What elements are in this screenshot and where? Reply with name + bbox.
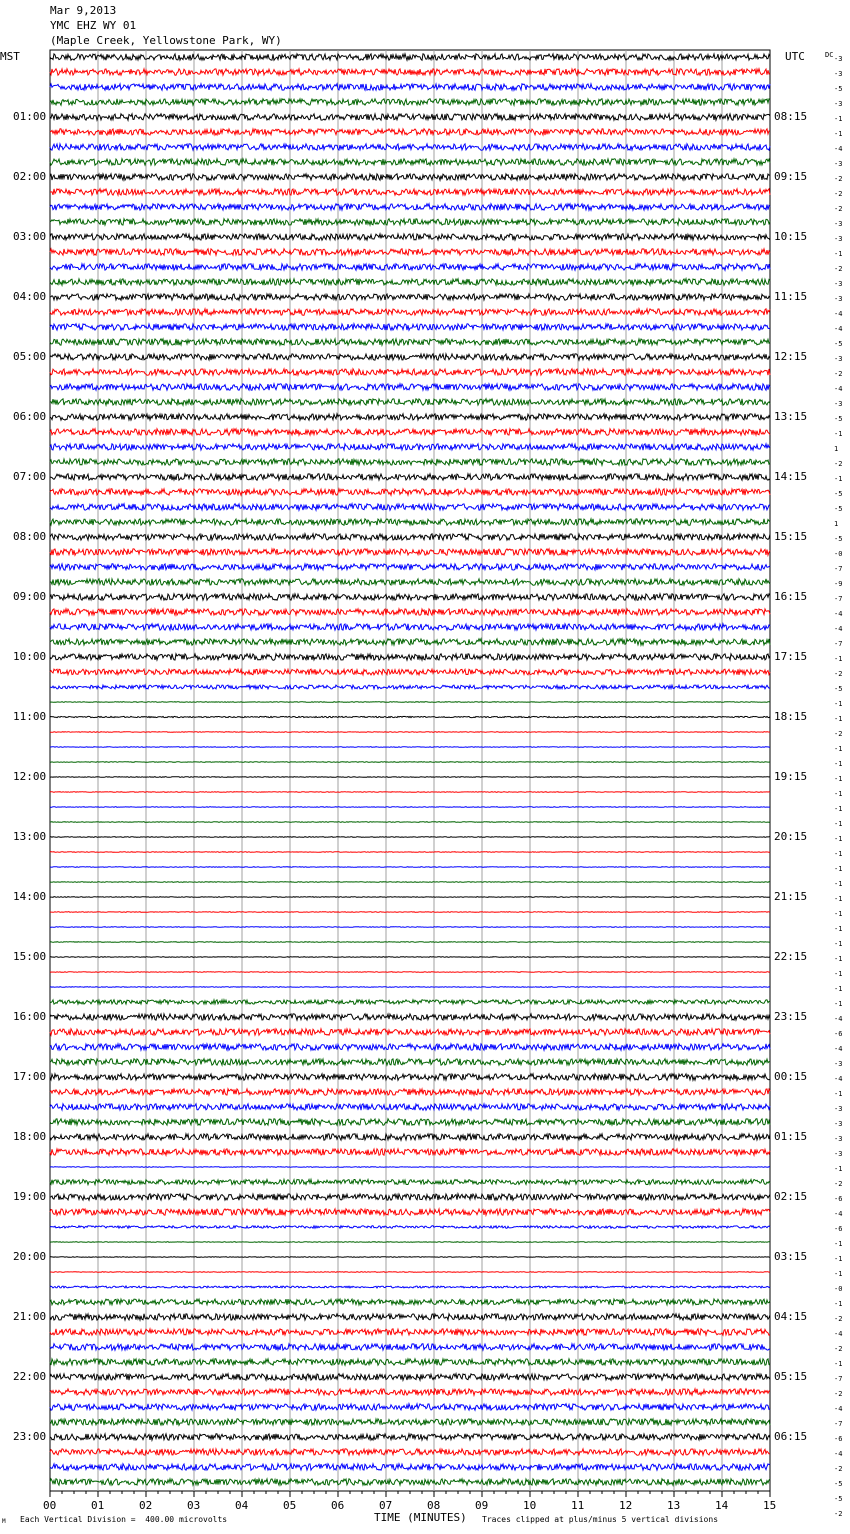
dc-offset-label: -6 [834,1195,843,1203]
dc-offset-label: -4 [834,610,843,618]
dc-offset-label: -7 [834,1375,843,1383]
dc-offset-label: -2 [834,1345,843,1353]
utc-hour-label: 10:15 [774,230,808,243]
dc-offset-label: -1 [834,820,843,828]
dc-header: DC [825,51,834,59]
dc-offset-label: -1 [834,115,843,123]
dc-offset-label: -7 [834,640,843,648]
trace-row [50,957,770,958]
dc-offset-label: -5 [834,1480,843,1488]
dc-offset-label: -1 [834,1000,843,1008]
dc-offset-label: -2 [834,670,843,678]
dc-offset-label: -3 [834,235,843,243]
trace-row [50,1089,770,1095]
mst-hour-label: 02:00 [13,170,47,183]
header-station: YMC EHZ WY 01 [50,19,137,32]
trace-row [50,399,770,405]
utc-hour-label: 04:15 [774,1310,808,1323]
utc-hour-label: 09:15 [774,170,808,183]
utc-hour-label: 11:15 [774,290,808,303]
scale-note: Each Vertical Division = 400.00 microvolts [20,1515,228,1524]
trace-row [50,294,770,300]
trace-row [50,114,770,120]
trace-row [50,822,770,823]
trace-row [50,654,770,660]
trace-row [50,624,770,630]
dc-offset-label: -2 [834,460,843,468]
dc-offset-label: -3 [834,1150,843,1158]
x-tick-label: 11 [571,1499,585,1512]
utc-axis-label: UTC [785,50,805,63]
dc-offset-label: -1 [834,955,843,963]
x-tick-label: 05 [283,1499,297,1512]
dc-offset-label: -5 [834,415,843,423]
dc-offset-label: -3 [834,1135,843,1143]
trace-row [50,807,770,808]
trace-row [50,249,770,255]
trace-row [50,99,770,105]
dc-offset-label: -1 [834,700,843,708]
mst-hour-label: 19:00 [13,1190,47,1203]
dc-offset-label: -1 [834,250,843,258]
trace-row [50,669,770,675]
dc-offset-label: -6 [834,1435,843,1443]
dc-offset-label: -4 [834,385,843,393]
trace-row [50,594,770,600]
x-tick-label: 14 [715,1499,729,1512]
dc-offset-label: -1 [834,895,843,903]
trace-row [50,942,770,943]
dc-offset-label: -3 [834,160,843,168]
dc-offset-label: -5 [834,685,843,693]
x-tick-label: 10 [523,1499,537,1512]
trace-row [50,144,770,150]
dc-offset-label: -0 [834,550,843,558]
trace-row [50,1479,770,1485]
trace-row [50,564,770,570]
trace-row [50,747,770,748]
dc-offset-label: -4 [834,1405,843,1413]
dc-offset-label: -1 [834,1360,843,1368]
trace-row [50,1029,770,1035]
mst-hour-label: 18:00 [13,1130,47,1143]
dc-offset-label: -5 [834,505,843,513]
trace-row [50,927,770,928]
dc-offset-label: -7 [834,1420,843,1428]
trace-row [50,384,770,390]
trace-row [50,1374,770,1380]
trace-row [50,534,770,540]
dc-offset-label: -2 [834,190,843,198]
x-tick-label: 04 [235,1499,249,1512]
dc-offset-label: -4 [834,1450,843,1458]
trace-row [50,1226,770,1229]
dc-offset-label: -1 [834,715,843,723]
dc-offset-label: -7 [834,595,843,603]
mst-hour-label: 13:00 [13,830,47,843]
trace-row [50,1299,770,1305]
dc-offset-label: -5 [834,85,843,93]
corner-mark: M [2,1518,6,1525]
mst-hour-label: 10:00 [13,650,47,663]
trace-row [50,309,770,315]
x-tick-label: 03 [187,1499,201,1512]
dc-offset-label: -2 [834,265,843,273]
dc-offset-label: -0 [834,1285,843,1293]
dc-offset-label: -1 [834,940,843,948]
clip-note: Traces clipped at plus/minus 5 vertical divisions [482,1515,719,1524]
x-tick-label: 13 [667,1499,681,1512]
utc-hour-label: 02:15 [774,1190,808,1203]
trace-row [50,987,770,988]
trace-row [50,1059,770,1065]
trace-row [50,1104,770,1110]
utc-hour-label: 13:15 [774,410,808,423]
trace-row [50,1179,770,1184]
x-tick-label: 07 [379,1499,393,1512]
trace-row [50,354,770,360]
dc-offset-label: -4 [834,310,843,318]
trace-row [50,609,770,615]
x-tick-label: 01 [91,1499,105,1512]
trace-row [50,716,770,717]
trace-row [50,1194,770,1200]
dc-offset-label: -2 [834,730,843,738]
dc-offset-label: -1 [834,775,843,783]
dc-offset-label: -5 [834,535,843,543]
utc-hour-label: 06:15 [774,1430,808,1443]
dc-offset-label: -1 [834,835,843,843]
trace-row [50,1359,770,1365]
dc-offset-label: -1 [834,655,843,663]
dc-offset-label: -2 [834,205,843,213]
utc-hour-label: 08:15 [774,110,808,123]
dc-offset-label: -4 [834,1015,843,1023]
dc-offset-label: -4 [834,1210,843,1218]
dc-offset-label: -1 [834,130,843,138]
trace-row [50,702,770,703]
dc-offset-label: -3 [834,355,843,363]
x-tick-label: 09 [475,1499,489,1512]
trace-row [50,369,770,375]
trace-row [50,1044,770,1050]
utc-hour-label: 22:15 [774,950,808,963]
dc-offset-label: -1 [834,745,843,753]
trace-row [50,519,770,525]
mst-hour-label: 09:00 [13,590,47,603]
trace-row [50,489,770,495]
x-tick-label: 12 [619,1499,633,1512]
x-axis-title: TIME (MINUTES) [374,1511,467,1524]
trace-row [50,69,770,75]
trace-row [50,1149,770,1155]
trace-row [50,1419,770,1425]
utc-hour-label: 12:15 [774,350,808,363]
dc-offset-label: -5 [834,490,843,498]
dc-offset-label: -2 [834,175,843,183]
trace-row [50,279,770,285]
header-location: (Maple Creek, Yellowstone Park, WY) [50,34,282,47]
dc-offset-label: -3 [834,295,843,303]
dc-offset-label: -1 [834,880,843,888]
dc-offset-label: -7 [834,565,843,573]
utc-hour-label: 17:15 [774,650,808,663]
dc-offset-label: -6 [834,1225,843,1233]
trace-row [50,1389,770,1395]
utc-hour-label: 21:15 [774,890,808,903]
trace-row [50,459,770,465]
trace-row [50,1000,770,1004]
dc-offset-label: -1 [834,865,843,873]
trace-row [50,1242,770,1243]
utc-hour-label: 05:15 [774,1370,808,1383]
trace-row [50,972,770,973]
trace-row [50,264,770,270]
mst-hour-label: 20:00 [13,1250,47,1263]
mst-hour-label: 04:00 [13,290,47,303]
trace-row [50,324,770,330]
trace-row [50,189,770,195]
mst-hour-label: 21:00 [13,1310,47,1323]
dc-offset-label: -3 [834,1120,843,1128]
trace-row [50,159,770,165]
dc-offset-label: -3 [834,1105,843,1113]
trace-row [50,732,770,733]
utc-hour-label: 20:15 [774,830,808,843]
dc-offset-label: -4 [834,145,843,153]
dc-offset-label: 1 [834,445,839,453]
utc-hour-label: 15:15 [774,530,808,543]
trace-row [50,1209,770,1215]
trace-row [50,1449,770,1455]
trace-row [50,204,770,210]
dc-offset-label: -2 [834,1315,843,1323]
trace-row [50,84,770,90]
dc-offset-label: -1 [834,760,843,768]
utc-hour-label: 18:15 [774,710,808,723]
x-tick-label: 02 [139,1499,153,1512]
dc-offset-label: -3 [834,400,843,408]
dc-offset-label: -2 [834,1180,843,1188]
trace-row [50,129,770,135]
dc-offset-label: -3 [834,220,843,228]
trace-row [50,1119,770,1125]
trace-row [50,339,770,345]
mst-hour-label: 14:00 [13,890,47,903]
mst-hour-label: 22:00 [13,1370,47,1383]
utc-hour-label: 16:15 [774,590,808,603]
mst-hour-label: 06:00 [13,410,47,423]
dc-offset-label: -3 [834,100,843,108]
dc-offset-label: -4 [834,325,843,333]
dc-offset-label: -2 [834,1465,843,1473]
dc-offset-label: -1 [834,910,843,918]
dc-offset-label: -5 [834,340,843,348]
dc-offset-label: -1 [834,1255,843,1263]
x-tick-label: 08 [427,1499,441,1512]
dc-offset-label: -4 [834,1075,843,1083]
dc-offset-label: -3 [834,70,843,78]
trace-row [50,234,770,240]
utc-hour-label: 03:15 [774,1250,808,1263]
trace-row [50,1257,770,1258]
dc-offset-label: -1 [834,985,843,993]
utc-hour-label: 23:15 [774,1010,808,1023]
trace-row [50,1314,770,1320]
trace-row [50,1404,770,1410]
trace-row [50,1464,770,1470]
trace-row [50,219,770,225]
dc-offset-label: -9 [834,580,843,588]
trace-row [50,882,770,883]
trace-row [50,777,770,778]
trace-row [50,1167,770,1168]
mst-hour-label: 15:00 [13,950,47,963]
mst-hour-label: 05:00 [13,350,47,363]
dc-offset-label: -1 [834,1090,843,1098]
trace-row [50,444,770,450]
dc-offset-label: -2 [834,1390,843,1398]
trace-row [50,685,770,689]
trace-row [50,174,770,180]
trace-row [50,1272,770,1273]
mst-hour-label: 16:00 [13,1010,47,1023]
dc-offset-label: -1 [834,790,843,798]
dc-offset-label: -1 [834,430,843,438]
trace-row [50,414,770,420]
dc-offset-label: -3 [834,1060,843,1068]
dc-offset-label: -1 [834,805,843,813]
dc-offset-label: -1 [834,1300,843,1308]
dc-offset-label: 1 [834,520,839,528]
mst-hour-label: 23:00 [13,1430,47,1443]
trace-row [50,639,770,645]
trace-row [50,1329,770,1335]
trace-row [50,549,770,555]
trace-row [50,1014,770,1020]
mst-hour-label: 11:00 [13,710,47,723]
dc-offset-label: -1 [834,850,843,858]
trace-row [50,1286,770,1288]
trace-row [50,579,770,585]
trace-row [50,504,770,510]
dc-offset-label: -5 [834,1495,843,1503]
dc-offset-label: -1 [834,925,843,933]
dc-offset-label: -1 [834,970,843,978]
trace-row [50,837,770,838]
trace-row [50,762,770,763]
trace-row [50,54,770,60]
trace-row [50,897,770,898]
utc-hour-label: 19:15 [774,770,808,783]
trace-row [50,474,770,480]
utc-hour-label: 00:15 [774,1070,808,1083]
header-date: Mar 9,2013 [50,4,117,17]
mst-axis-label: MST [0,50,20,63]
mst-hour-label: 12:00 [13,770,47,783]
trace-row [50,912,770,913]
trace-row [50,1344,770,1350]
trace-row [50,792,770,793]
utc-hour-label: 01:15 [774,1130,808,1143]
dc-offset-label: -4 [834,1045,843,1053]
mst-hour-label: 01:00 [13,110,47,123]
dc-offset-label: -4 [834,1330,843,1338]
dc-offset-label: -2 [834,370,843,378]
dc-offset-label: -1 [834,1240,843,1248]
x-tick-label: 15 [763,1499,777,1512]
trace-row [50,867,770,868]
trace-row [50,1074,770,1080]
trace-row [50,1434,770,1440]
dc-offset-label: -1 [834,1270,843,1278]
dc-offset-label: -3 [834,55,843,63]
mst-hour-label: 03:00 [13,230,47,243]
trace-row [50,1134,770,1140]
mst-hour-label: 08:00 [13,530,47,543]
dc-offset-label: -6 [834,1030,843,1038]
mst-hour-label: 07:00 [13,470,47,483]
trace-row [50,852,770,853]
mst-hour-label: 17:00 [13,1070,47,1083]
dc-offset-label: -1 [834,1165,843,1173]
dc-offset-label: -2 [834,1510,843,1518]
x-tick-label: 06 [331,1499,345,1512]
dc-offset-label: -3 [834,280,843,288]
dc-offset-label: -1 [834,475,843,483]
utc-hour-label: 14:15 [774,470,808,483]
trace-row [50,429,770,435]
dc-offset-label: -4 [834,625,843,633]
x-tick-label: 00 [43,1499,57,1512]
